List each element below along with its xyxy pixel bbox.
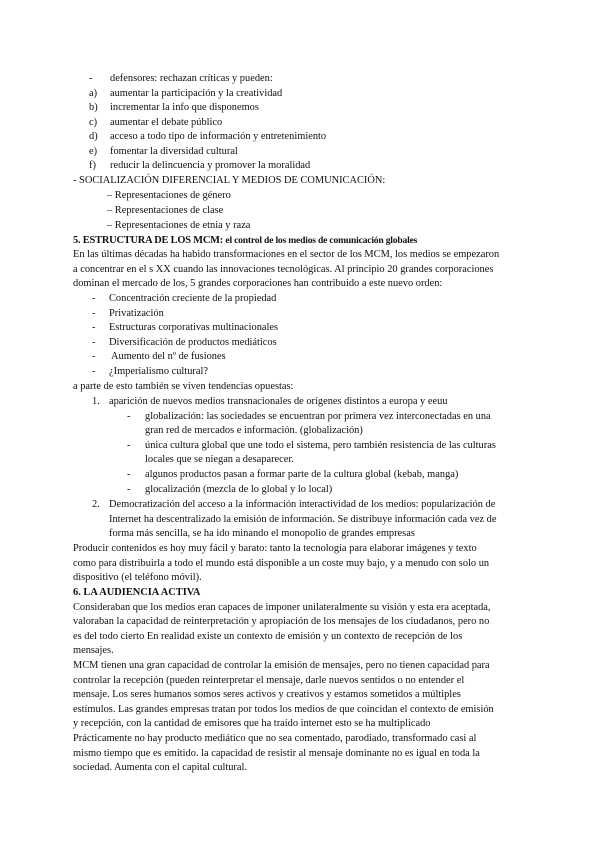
sub-bullet-line: única cultura global que une todo el sistema, pero también resistencia de las culturas bbox=[145, 440, 496, 451]
list-marker: b) bbox=[89, 102, 98, 113]
list-dash: - bbox=[89, 73, 93, 84]
sub-bullet-dash: - bbox=[127, 484, 131, 495]
paragraph-line: En las últimas décadas ha habido transformaciones en el sector de los MCM, los medios se empezaron bbox=[73, 249, 500, 260]
section-5-title-suffix: el control de los medios de comunicación globales bbox=[225, 235, 418, 246]
bullet-dash: - bbox=[92, 322, 96, 333]
numbered-item-line: forma más sencilla, se ha ido minando el monopolio de grandes empresas bbox=[109, 528, 415, 539]
paragraph-line: mensajes. bbox=[73, 645, 114, 656]
list-item: fomentar la diversidad cultural bbox=[110, 146, 238, 157]
list-item: Aumento del nº de fusiones bbox=[109, 351, 226, 362]
numbered-item-line: Internet ha descentralizado la emisión de información. Se distribuye información cada vez de bbox=[109, 514, 497, 525]
paragraph-line: es del todo cierto En realidad existe un contexto de emisión y un contexto de recepción de los bbox=[73, 631, 463, 642]
numbered-marker: 1. bbox=[92, 396, 100, 407]
paragraph-line: estímulos. Las grandes empresas tratan por todos los medios de que coincidan el contexto de emisión bbox=[73, 704, 494, 715]
paragraph-line: Consideraban que los medios eran capaces de imponer unilateralmente su visión y esta era aceptada, bbox=[73, 602, 491, 613]
paragraph-line: a concentrar en el s XX cuando las innovaciones tecnológicas. Al principio 20 grandes corporaciones bbox=[73, 264, 494, 275]
list-item: aumentar el debate público bbox=[110, 117, 223, 128]
sub-bullet-line: glocalización (mezcla de lo global y lo local) bbox=[145, 484, 333, 495]
sub-bullet-dash: - bbox=[127, 411, 131, 422]
paragraph-line: Prácticamente no hay producto mediático que no sea comentado, parodiado, transformado casi al bbox=[73, 733, 477, 744]
sub-bullet-line: gran red de mercados e información. (globalización) bbox=[145, 425, 363, 436]
paragraph-line: a parte de esto también se viven tendencias opuestas: bbox=[73, 381, 294, 392]
paragraph-line: MCM tienen una gran capacidad de controlar la emisión de mensajes, pero no tienen capacidad para bbox=[73, 660, 490, 671]
list-item: incrementar la info que disponemos bbox=[110, 102, 259, 113]
list-marker: a) bbox=[89, 88, 98, 99]
list-item: defensores: rechazan críticas y pueden: bbox=[110, 73, 273, 84]
list-item: acceso a todo tipo de información y entretenimiento bbox=[110, 131, 327, 142]
paragraph-line: mismo tiempo que es emitido. la capacidad de resistir al mensaje dominante no es igual en toda la bbox=[73, 748, 480, 759]
list-marker: c) bbox=[89, 117, 98, 128]
list-item: Privatización bbox=[109, 308, 164, 319]
list-item: ¿Imperialismo cultural? bbox=[109, 366, 208, 377]
list-item: Diversificación de productos mediáticos bbox=[109, 337, 277, 348]
section-5-title-prefix: 5. ESTRUCTURA DE LOS MCM: bbox=[73, 235, 226, 246]
sub-bullet-line: algunos productos pasan a formar parte de la cultura global (kebab, manga) bbox=[145, 469, 459, 480]
paragraph-line: Producir contenidos es hoy muy fácil y barato: tanto la tecnología para elaborar imágenes y texto bbox=[73, 543, 477, 554]
bullet-dash: - bbox=[92, 366, 96, 377]
numbered-item-line: Democratización del acceso a la información interactividad de los medios: popularización de bbox=[109, 499, 496, 510]
bullet-dash: - bbox=[92, 293, 96, 304]
list-item: Estructuras corporativas multinacionales bbox=[109, 322, 279, 333]
bullet-dash: - bbox=[92, 337, 96, 348]
paragraph-line: como para distribuirla a todo el mundo está disponible a un coste muy bajo, y a menudo con solo un bbox=[73, 558, 490, 569]
paragraph-line: y recepción, con la cantidad de emisores que ha traído internet esto se ha multiplicado bbox=[73, 718, 431, 729]
paragraph-line: valoraban la capacidad de reinterpretación y apropiación de los mensajes de los ciudadanos, pero no bbox=[73, 616, 490, 627]
paragraph-line: sociedad. Aumenta con el capital cultural. bbox=[73, 762, 247, 773]
numbered-item: aparición de nuevos medios transnacionales de orígenes distintos a europa y eeuu bbox=[109, 396, 448, 407]
list-item: – Representaciones de género bbox=[107, 190, 231, 201]
paragraph-line: controlar la recepción (pueden reinterpretar el mensaje, darle nuevos sentidos o no entender el bbox=[73, 675, 465, 686]
bullet-dash: - bbox=[92, 351, 96, 362]
list-item: Concentración creciente de la propiedad bbox=[109, 293, 277, 304]
paragraph-line: dominan el mercado de los, 5 grandes corporaciones han contribuido a este nuevo orden: bbox=[73, 278, 443, 289]
list-marker: e) bbox=[89, 146, 98, 157]
numbered-marker: 2. bbox=[92, 499, 100, 510]
bullet-dash: - bbox=[92, 308, 96, 319]
sub-bullet-line: locales que se niegan a desaparecer. bbox=[145, 454, 294, 465]
list-item: aumentar la participación y la creatividad bbox=[110, 88, 283, 99]
section-6-heading: 6. LA AUDIENCIA ACTIVA bbox=[73, 587, 201, 598]
list-item: – Representaciones de etnia y raza bbox=[107, 220, 251, 231]
socializacion-heading: - SOCIALIZACIÓN DIFERENCIAL Y MEDIOS DE COMUNICACIÓN: bbox=[73, 175, 386, 186]
sub-bullet-dash: - bbox=[127, 469, 131, 480]
list-item: – Representaciones de clase bbox=[107, 205, 224, 216]
paragraph-line: mensaje. Los seres humanos somos seres activos y creativos y estamos sometidos a múltiples bbox=[73, 689, 461, 700]
section-5-heading bbox=[73, 234, 417, 249]
sub-bullet-dash: - bbox=[127, 440, 131, 451]
sub-bullet-line: globalización: las sociedades se encuentran por primera vez interconectadas en una bbox=[145, 411, 491, 422]
paragraph-line: dispositivo (el teléfono móvil). bbox=[73, 572, 202, 583]
list-marker: d) bbox=[89, 131, 98, 142]
list-marker: f) bbox=[89, 160, 96, 171]
list-item: reducir la delincuencia y promover la moralidad bbox=[110, 160, 311, 171]
